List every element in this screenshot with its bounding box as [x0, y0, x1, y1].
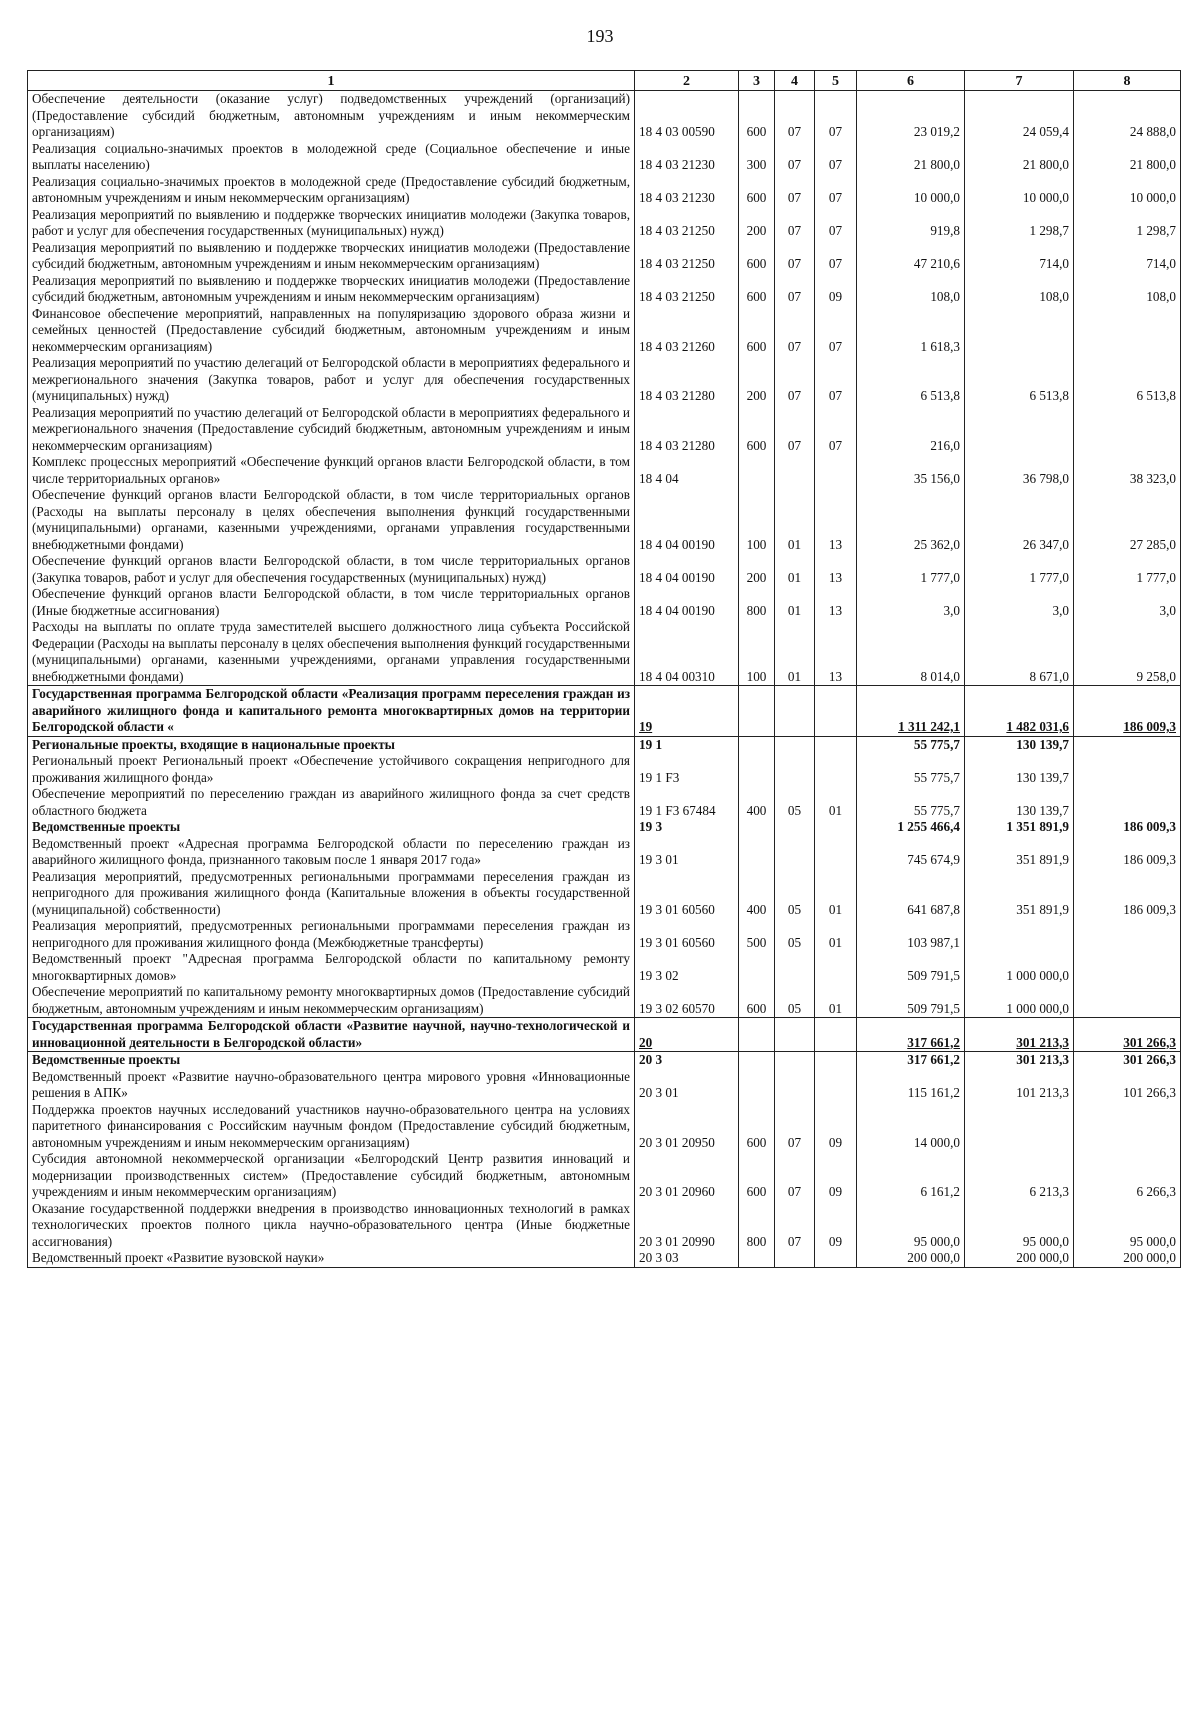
- row-description: Государственная программа Белгородской области «Развитие научной, научно-технологической и инновационной деятельности в Белгородской области»: [28, 1018, 635, 1052]
- section-code: 01: [775, 586, 815, 619]
- amount-col-8: [1074, 405, 1181, 455]
- column-header: 7: [965, 71, 1074, 91]
- amount-col-7: 6 513,8: [965, 355, 1074, 405]
- target-code: 18 4 04: [635, 454, 739, 487]
- amount-col-6: 6 161,2: [857, 1151, 965, 1201]
- target-code: 19 3 01: [635, 836, 739, 869]
- amount-col-8: 186 009,3: [1074, 819, 1181, 836]
- row-description: Реализация мероприятий по выявлению и поддержке творческих инициатив молодежи (Предоставление субсидий бюджетным, автономным учреждениям и иным некоммерческим организациям): [28, 273, 635, 306]
- target-code: 18 4 03 21260: [635, 306, 739, 356]
- table-row: [28, 836, 1181, 869]
- column-header: 4: [775, 71, 815, 91]
- target-code: 19 1 F3 67484: [635, 786, 739, 819]
- amount-col-7: 351 891,9: [965, 869, 1074, 919]
- target-code: 18 4 03 21250: [635, 240, 739, 273]
- table-row: [28, 306, 1181, 356]
- expense-type: 200: [739, 553, 775, 586]
- subsection-code: 13: [815, 586, 857, 619]
- subsection-code: [815, 753, 857, 786]
- row-description: Ведомственный проект «Развитие научно-образовательного центра мирового уровня «Инновационные решения в АПК»: [28, 1069, 635, 1102]
- amount-col-6: 115 161,2: [857, 1069, 965, 1102]
- expense-type: [739, 1018, 775, 1052]
- target-code: 20 3: [635, 1052, 739, 1069]
- amount-col-8: 301 266,3: [1074, 1052, 1181, 1069]
- expense-type: [739, 836, 775, 869]
- section-code: [775, 736, 815, 753]
- subsection-code: 09: [815, 1151, 857, 1201]
- section-code: 07: [775, 1151, 815, 1201]
- column-header: 3: [739, 71, 775, 91]
- amount-col-7: 1 298,7: [965, 207, 1074, 240]
- expense-type: 600: [739, 306, 775, 356]
- amount-col-6: 108,0: [857, 273, 965, 306]
- subsection-code: 01: [815, 869, 857, 919]
- amount-col-8: 714,0: [1074, 240, 1181, 273]
- row-description: Реализация социально-значимых проектов в молодежной среде (Социальное обеспечение и иные выплаты населению): [28, 141, 635, 174]
- table-row: [28, 918, 1181, 951]
- expense-type: 400: [739, 869, 775, 919]
- budget-table: [27, 70, 1181, 1268]
- subsection-code: 13: [815, 619, 857, 686]
- target-code: 18 4 03 21280: [635, 405, 739, 455]
- section-code: 07: [775, 1201, 815, 1251]
- amount-col-6: 47 210,6: [857, 240, 965, 273]
- expense-type: 600: [739, 174, 775, 207]
- row-description: Региональные проекты, входящие в национальные проекты: [28, 736, 635, 753]
- amount-col-7: 101 213,3: [965, 1069, 1074, 1102]
- expense-type: 600: [739, 1102, 775, 1152]
- table-row: [28, 951, 1181, 984]
- table-row: [28, 553, 1181, 586]
- amount-col-8: 1 777,0: [1074, 553, 1181, 586]
- header-row: [28, 71, 1181, 91]
- subsection-code: 09: [815, 1102, 857, 1152]
- section-code: [775, 1018, 815, 1052]
- expense-type: 600: [739, 984, 775, 1018]
- amount-col-8: [1074, 1102, 1181, 1152]
- subsection-code: [815, 454, 857, 487]
- amount-col-8: 6 266,3: [1074, 1151, 1181, 1201]
- subsection-code: [815, 1052, 857, 1069]
- table-row: [28, 869, 1181, 919]
- table-row: [28, 240, 1181, 273]
- amount-col-7: 200 000,0: [965, 1250, 1074, 1267]
- target-code: 18 4 03 21250: [635, 207, 739, 240]
- row-description: Ведомственный проект "Адресная программа Белгородской области по капитальному ремонту многоквартирных домов»: [28, 951, 635, 984]
- amount-col-8: 27 285,0: [1074, 487, 1181, 553]
- expense-type: 200: [739, 207, 775, 240]
- target-code: 18 4 04 00190: [635, 487, 739, 553]
- table-row: [28, 1151, 1181, 1201]
- section-code: 07: [775, 1102, 815, 1152]
- subsection-code: 09: [815, 1201, 857, 1251]
- table-row: [28, 273, 1181, 306]
- subsection-code: 07: [815, 306, 857, 356]
- expense-type: [739, 1250, 775, 1267]
- amount-col-8: 6 513,8: [1074, 355, 1181, 405]
- subsection-code: [815, 736, 857, 753]
- table-row: [28, 207, 1181, 240]
- amount-col-7: 1 351 891,9: [965, 819, 1074, 836]
- amount-col-8: 21 800,0: [1074, 141, 1181, 174]
- amount-col-8: 200 000,0: [1074, 1250, 1181, 1267]
- expense-type: 100: [739, 487, 775, 553]
- target-code: 20 3 01 20950: [635, 1102, 739, 1152]
- expense-type: [739, 686, 775, 737]
- amount-col-7: 351 891,9: [965, 836, 1074, 869]
- row-description: Поддержка проектов научных исследований участников научно-образовательного центра на условиях паритетного финансирования с Российским научным фондом (Предоставление субсидий бюджетным, автономным учреждениям и иным некоммерческим организациям): [28, 1102, 635, 1152]
- row-description: Реализация мероприятий по участию делегаций от Белгородской области в мероприятиях федерального и межрегионального значения (Предоставление субсидий бюджетным, автономным учреждениям и иным некоммерческим организациям): [28, 405, 635, 455]
- amount-col-7: [965, 1102, 1074, 1152]
- row-description: Ведомственный проект «Адресная программа Белгородской области по переселению граждан из аварийного жилищного фонда, признанного таковым после 1 января 2017 года»: [28, 836, 635, 869]
- target-code: 20: [635, 1018, 739, 1052]
- amount-col-7: 10 000,0: [965, 174, 1074, 207]
- section-code: [775, 819, 815, 836]
- row-description: Ведомственные проекты: [28, 819, 635, 836]
- target-code: 20 3 01: [635, 1069, 739, 1102]
- target-code: 19 3 02: [635, 951, 739, 984]
- expense-type: [739, 951, 775, 984]
- amount-col-8: 186 009,3: [1074, 836, 1181, 869]
- section-code: [775, 686, 815, 737]
- target-code: 18 4 03 21280: [635, 355, 739, 405]
- section-code: [775, 1069, 815, 1102]
- amount-col-8: 108,0: [1074, 273, 1181, 306]
- subsection-code: [815, 819, 857, 836]
- amount-col-6: 95 000,0: [857, 1201, 965, 1251]
- section-code: [775, 1250, 815, 1267]
- amount-col-8: 101 266,3: [1074, 1069, 1181, 1102]
- amount-col-6: 1 777,0: [857, 553, 965, 586]
- table-row: [28, 819, 1181, 836]
- amount-col-7: 24 059,4: [965, 91, 1074, 141]
- column-header: 5: [815, 71, 857, 91]
- row-description: Реализация мероприятий, предусмотренных региональными программами переселения граждан из непригодного для проживания жилищного фонда (Межбюджетные трансферты): [28, 918, 635, 951]
- row-description: Комплекс процессных мероприятий «Обеспечение функций органов власти Белгородской области, в том числе территориальных органов»: [28, 454, 635, 487]
- expense-type: 400: [739, 786, 775, 819]
- column-header: 8: [1074, 71, 1181, 91]
- expense-type: 500: [739, 918, 775, 951]
- subsection-code: 07: [815, 405, 857, 455]
- row-description: Обеспечение деятельности (оказание услуг) подведомственных учреждений (организаций) (Предоставление субсидий бюджетным, автономным учреждениям и иным некоммерческим организациям): [28, 91, 635, 141]
- row-description: Реализация мероприятий по выявлению и поддержке творческих инициатив молодежи (Предоставление субсидий бюджетным, автономным учреждениям и иным некоммерческим организациям): [28, 240, 635, 273]
- section-code: [775, 1052, 815, 1069]
- amount-col-6: 35 156,0: [857, 454, 965, 487]
- target-code: 20 3 01 20990: [635, 1201, 739, 1251]
- section-code: [775, 454, 815, 487]
- section-code: 05: [775, 918, 815, 951]
- row-description: Ведомственные проекты: [28, 1052, 635, 1069]
- table-row: [28, 1018, 1181, 1052]
- target-code: 20 3 01 20960: [635, 1151, 739, 1201]
- section-code: 07: [775, 141, 815, 174]
- expense-type: [739, 736, 775, 753]
- target-code: 20 3 03: [635, 1250, 739, 1267]
- amount-col-7: 6 213,3: [965, 1151, 1074, 1201]
- amount-col-6: 23 019,2: [857, 91, 965, 141]
- table-row: [28, 686, 1181, 737]
- amount-col-7: [965, 405, 1074, 455]
- amount-col-6: 509 791,5: [857, 984, 965, 1018]
- expense-type: 800: [739, 586, 775, 619]
- expense-type: [739, 454, 775, 487]
- amount-col-7: 21 800,0: [965, 141, 1074, 174]
- amount-col-6: 200 000,0: [857, 1250, 965, 1267]
- table-row: [28, 786, 1181, 819]
- amount-col-6: 8 014,0: [857, 619, 965, 686]
- amount-col-7: 301 213,3: [965, 1052, 1074, 1069]
- table-row: [28, 141, 1181, 174]
- amount-col-6: 745 674,9: [857, 836, 965, 869]
- table-row: [28, 405, 1181, 455]
- amount-col-7: 26 347,0: [965, 487, 1074, 553]
- expense-type: [739, 819, 775, 836]
- amount-col-7: 36 798,0: [965, 454, 1074, 487]
- amount-col-6: 509 791,5: [857, 951, 965, 984]
- section-code: 07: [775, 306, 815, 356]
- target-code: 19 3 01 60560: [635, 869, 739, 919]
- column-header: 1: [28, 71, 635, 91]
- table-row: [28, 1201, 1181, 1251]
- amount-col-8: 3,0: [1074, 586, 1181, 619]
- expense-type: 300: [739, 141, 775, 174]
- row-description: Обеспечение мероприятий по переселению граждан из аварийного жилищного фонда за счет средств областного бюджета: [28, 786, 635, 819]
- row-description: Обеспечение функций органов власти Белгородской области, в том числе территориальных органов (Расходы на выплаты персоналу в целях обеспечения выполнения функций государственными (муниципальными) органами, казенными учреждениями, органами управления государственными внебюджетными фондами): [28, 487, 635, 553]
- amount-col-7: 108,0: [965, 273, 1074, 306]
- amount-col-7: 301 213,3: [965, 1018, 1074, 1052]
- target-code: 18 4 03 21230: [635, 174, 739, 207]
- amount-col-7: [965, 918, 1074, 951]
- amount-col-6: 919,8: [857, 207, 965, 240]
- table-row: [28, 1052, 1181, 1069]
- amount-col-7: 130 139,7: [965, 736, 1074, 753]
- target-code: 18 4 03 21230: [635, 141, 739, 174]
- row-description: Ведомственный проект «Развитие вузовской науки»: [28, 1250, 635, 1267]
- subsection-code: [815, 1250, 857, 1267]
- section-code: [775, 753, 815, 786]
- amount-col-7: 1 000 000,0: [965, 951, 1074, 984]
- amount-col-6: 317 661,2: [857, 1052, 965, 1069]
- row-description: Реализация социально-значимых проектов в молодежной среде (Предоставление субсидий бюджетным, автономным учреждениям и иным некоммерческим организациям): [28, 174, 635, 207]
- amount-col-7: 8 671,0: [965, 619, 1074, 686]
- amount-col-8: 1 298,7: [1074, 207, 1181, 240]
- amount-col-7: 1 777,0: [965, 553, 1074, 586]
- table-row: [28, 586, 1181, 619]
- amount-col-6: 14 000,0: [857, 1102, 965, 1152]
- section-code: 05: [775, 786, 815, 819]
- target-code: 19 3: [635, 819, 739, 836]
- amount-col-8: 95 000,0: [1074, 1201, 1181, 1251]
- amount-col-7: 3,0: [965, 586, 1074, 619]
- amount-col-6: 103 987,1: [857, 918, 965, 951]
- row-description: Государственная программа Белгородской области «Реализация программ переселения граждан из аварийного жилищного фонда и капитального ремонта многоквартирных домов на территории Белгородской области «: [28, 686, 635, 737]
- section-code: 01: [775, 553, 815, 586]
- expense-type: 600: [739, 1151, 775, 1201]
- subsection-code: 13: [815, 487, 857, 553]
- target-code: 18 4 03 00590: [635, 91, 739, 141]
- subsection-code: [815, 1069, 857, 1102]
- amount-col-8: [1074, 736, 1181, 753]
- table-row: [28, 1069, 1181, 1102]
- section-code: 01: [775, 487, 815, 553]
- subsection-code: 07: [815, 207, 857, 240]
- amount-col-6: 317 661,2: [857, 1018, 965, 1052]
- subsection-code: 13: [815, 553, 857, 586]
- amount-col-8: 38 323,0: [1074, 454, 1181, 487]
- table-row: [28, 174, 1181, 207]
- table-row: [28, 984, 1181, 1018]
- subsection-code: [815, 1018, 857, 1052]
- amount-col-7: 1 000 000,0: [965, 984, 1074, 1018]
- amount-col-6: 6 513,8: [857, 355, 965, 405]
- table-row: [28, 454, 1181, 487]
- subsection-code: 07: [815, 240, 857, 273]
- subsection-code: [815, 951, 857, 984]
- section-code: [775, 836, 815, 869]
- expense-type: 600: [739, 240, 775, 273]
- section-code: 07: [775, 91, 815, 141]
- section-code: 07: [775, 405, 815, 455]
- amount-col-6: 21 800,0: [857, 141, 965, 174]
- amount-col-6: 55 775,7: [857, 736, 965, 753]
- amount-col-6: 1 618,3: [857, 306, 965, 356]
- row-description: Обеспечение функций органов власти Белгородской области, в том числе территориальных органов (Иные бюджетные ассигнования): [28, 586, 635, 619]
- expense-type: 800: [739, 1201, 775, 1251]
- target-code: 19 1 F3: [635, 753, 739, 786]
- amount-col-8: [1074, 951, 1181, 984]
- amount-col-8: [1074, 918, 1181, 951]
- expense-type: 600: [739, 273, 775, 306]
- amount-col-7: 714,0: [965, 240, 1074, 273]
- row-description: Реализация мероприятий, предусмотренных региональными программами переселения граждан из непригодного для проживания жилищного фонда (Капитальные вложения в объекты государственной (муниципальной) собственности): [28, 869, 635, 919]
- amount-col-8: 24 888,0: [1074, 91, 1181, 141]
- expense-type: 100: [739, 619, 775, 686]
- row-description: Субсидия автономной некоммерческой организации «Белгородский Центр развития инноваций и модернизации производственных систем» (Предоставление субсидий бюджетным, автономным учреждениям и иным некоммерческим организациям): [28, 1151, 635, 1201]
- amount-col-8: 301 266,3: [1074, 1018, 1181, 1052]
- amount-col-6: 1 311 242,1: [857, 686, 965, 737]
- section-code: [775, 951, 815, 984]
- table-row: [28, 1102, 1181, 1152]
- target-code: 18 4 03 21250: [635, 273, 739, 306]
- amount-col-6: 216,0: [857, 405, 965, 455]
- section-code: 07: [775, 273, 815, 306]
- expense-type: 200: [739, 355, 775, 405]
- target-code: 19 3 01 60560: [635, 918, 739, 951]
- amount-col-7: 1 482 031,6: [965, 686, 1074, 737]
- subsection-code: [815, 686, 857, 737]
- subsection-code: 01: [815, 918, 857, 951]
- target-code: 19: [635, 686, 739, 737]
- expense-type: [739, 1052, 775, 1069]
- section-code: 07: [775, 207, 815, 240]
- amount-col-6: 10 000,0: [857, 174, 965, 207]
- row-description: Финансовое обеспечение мероприятий, направленных на популяризацию здорового образа жизни и семейных ценностей (Предоставление субсидий бюджетным, автономным учреждениям и иным некоммерческим организациям): [28, 306, 635, 356]
- target-code: 18 4 04 00190: [635, 553, 739, 586]
- amount-col-8: 186 009,3: [1074, 686, 1181, 737]
- section-code: 05: [775, 869, 815, 919]
- amount-col-7: 95 000,0: [965, 1201, 1074, 1251]
- subsection-code: 07: [815, 141, 857, 174]
- table-row: [28, 619, 1181, 686]
- amount-col-6: 1 255 466,4: [857, 819, 965, 836]
- row-description: Обеспечение функций органов власти Белгородской области, в том числе территориальных органов (Закупка товаров, работ и услуг для обеспечения государственных (муниципальных) нужд): [28, 553, 635, 586]
- amount-col-8: [1074, 753, 1181, 786]
- amount-col-8: 10 000,0: [1074, 174, 1181, 207]
- table-body: [28, 91, 1181, 1268]
- target-code: 19 3 02 60570: [635, 984, 739, 1018]
- subsection-code: 07: [815, 355, 857, 405]
- amount-col-6: 25 362,0: [857, 487, 965, 553]
- column-header: 6: [857, 71, 965, 91]
- table-row: [28, 355, 1181, 405]
- subsection-code: 01: [815, 786, 857, 819]
- target-code: 18 4 04 00190: [635, 586, 739, 619]
- amount-col-8: 186 009,3: [1074, 869, 1181, 919]
- table-row: [28, 487, 1181, 553]
- amount-col-6: 55 775,7: [857, 753, 965, 786]
- expense-type: [739, 1069, 775, 1102]
- section-code: 07: [775, 174, 815, 207]
- amount-col-8: [1074, 984, 1181, 1018]
- expense-type: [739, 753, 775, 786]
- expense-type: 600: [739, 91, 775, 141]
- amount-col-8: 9 258,0: [1074, 619, 1181, 686]
- subsection-code: 09: [815, 273, 857, 306]
- target-code: 19 1: [635, 736, 739, 753]
- amount-col-6: 3,0: [857, 586, 965, 619]
- amount-col-7: 130 139,7: [965, 753, 1074, 786]
- amount-col-6: 55 775,7: [857, 786, 965, 819]
- expense-type: 600: [739, 405, 775, 455]
- row-description: Оказание государственной поддержки внедрения в производство инновационных технологий в рамках технологических проектов полного цикла научно-образовательного центра (Иные бюджетные ассигнования): [28, 1201, 635, 1251]
- section-code: 07: [775, 355, 815, 405]
- row-description: Расходы на выплаты по оплате труда заместителей высшего должностного лица субъекта Российской Федерации (Расходы на выплаты персоналу в целях обеспечения выполнения функций государственными (муниципальными) органами, казенными учреждениями, органами управления государственными внебюджетными фондами): [28, 619, 635, 686]
- subsection-code: 07: [815, 174, 857, 207]
- row-description: Реализация мероприятий по участию делегаций от Белгородской области в мероприятиях федерального и межрегионального значения (Закупка товаров, работ и услуг для обеспечения государственных (муниципальных) нужд): [28, 355, 635, 405]
- column-header: 2: [635, 71, 739, 91]
- amount-col-7: 130 139,7: [965, 786, 1074, 819]
- subsection-code: 07: [815, 91, 857, 141]
- section-code: 01: [775, 619, 815, 686]
- page-number: 193: [586, 26, 614, 46]
- amount-col-8: [1074, 786, 1181, 819]
- section-code: 07: [775, 240, 815, 273]
- table-row: [28, 753, 1181, 786]
- row-description: Обеспечение мероприятий по капитальному ремонту многоквартирных домов (Предоставление субсидий бюджетным, автономным учреждениям и иным некоммерческим организациям): [28, 984, 635, 1018]
- subsection-code: [815, 836, 857, 869]
- subsection-code: 01: [815, 984, 857, 1018]
- amount-col-8: [1074, 306, 1181, 356]
- table-row: [28, 91, 1181, 141]
- table-row: [28, 736, 1181, 753]
- row-description: Реализация мероприятий по выявлению и поддержке творческих инициатив молодежи (Закупка товаров, работ и услуг для обеспечения государственных (муниципальных) нужд): [28, 207, 635, 240]
- amount-col-7: [965, 306, 1074, 356]
- row-description: Региональный проект Региональный проект «Обеспечение устойчивого сокращения непригодного для проживания жилищного фонда»: [28, 753, 635, 786]
- table-row: [28, 1250, 1181, 1267]
- target-code: 18 4 04 00310: [635, 619, 739, 686]
- section-code: 05: [775, 984, 815, 1018]
- amount-col-6: 641 687,8: [857, 869, 965, 919]
